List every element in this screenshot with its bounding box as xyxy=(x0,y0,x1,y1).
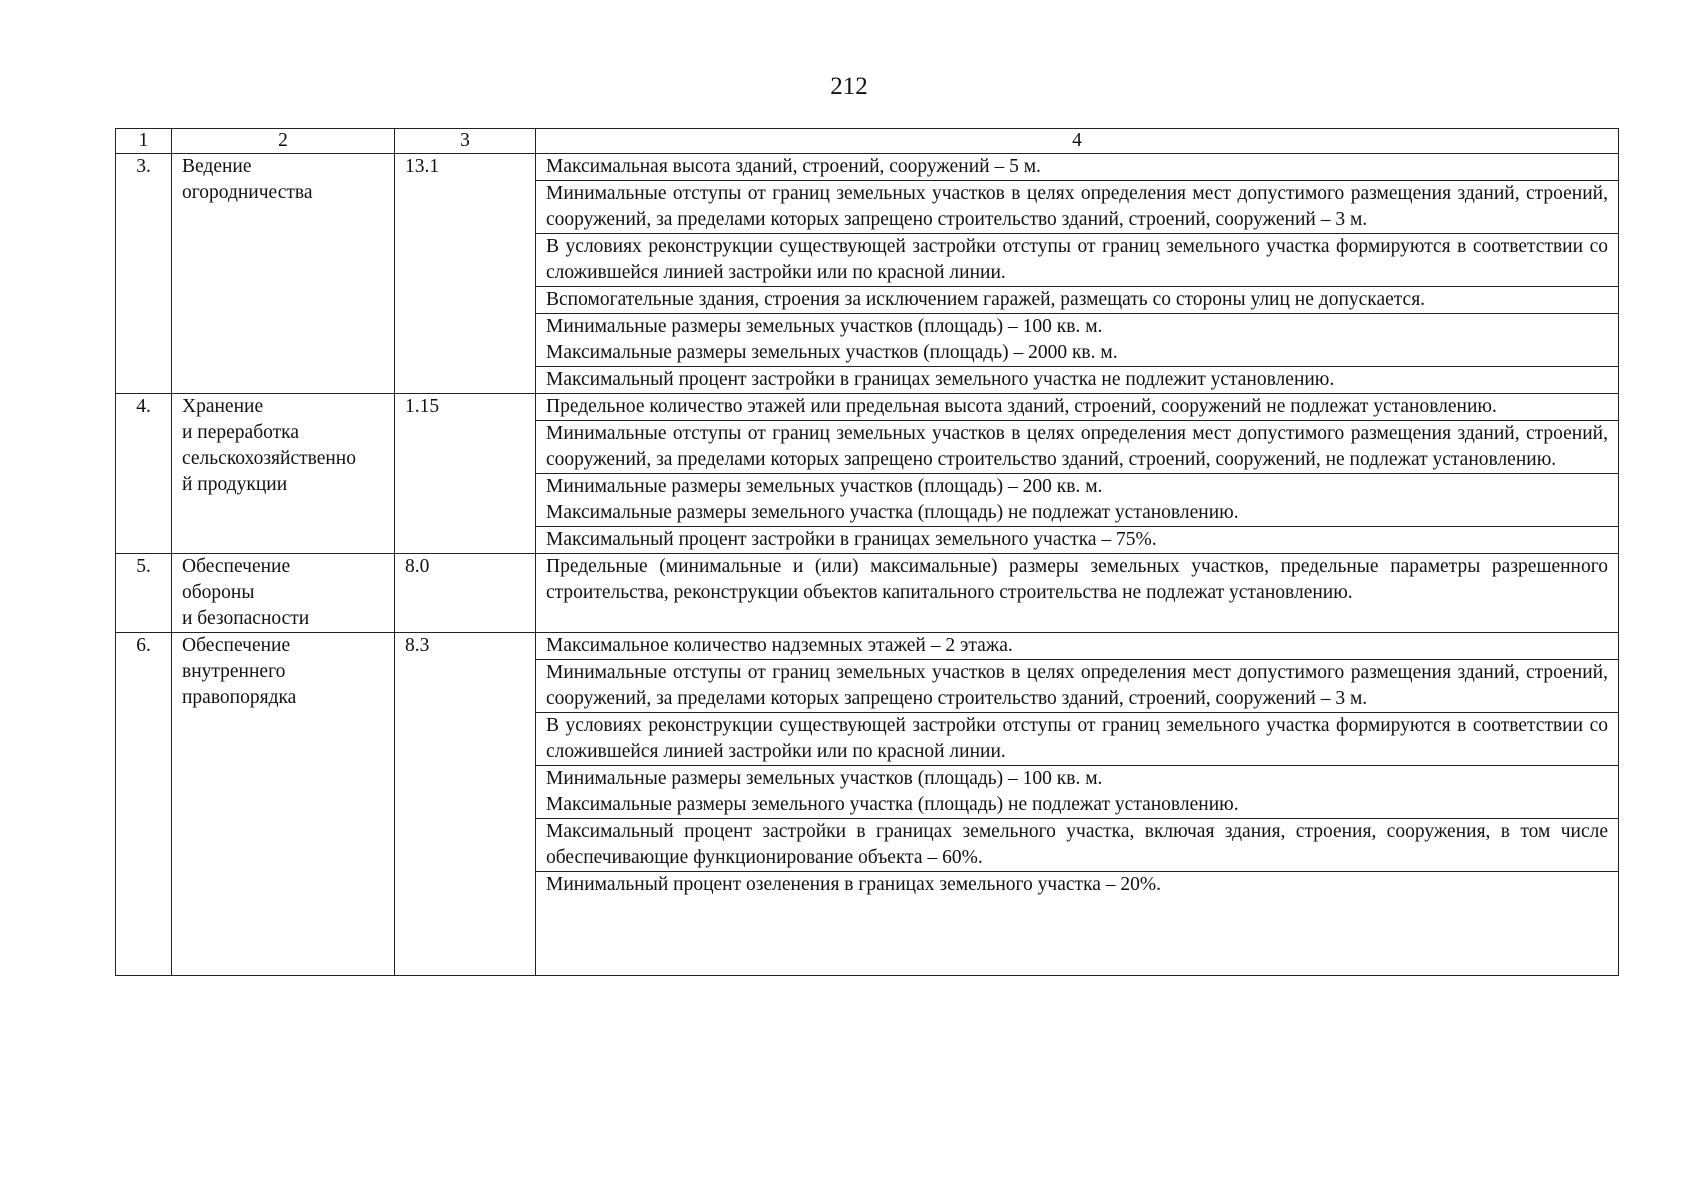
parameter-cell: Минимальные отступы от границ земельных участков в целях определения мест допустимого размещения зданий, строений, сооружений, за пределами которых запрещено строительство зданий, строений, сооружений – 3 м. xyxy=(536,181,1619,234)
row-number: 4. xyxy=(116,394,172,554)
table-row xyxy=(116,554,1619,633)
parameter-cell: Максимальный процент застройки в границах земельного участка, включая здания, строения, сооружения, в том числе обеспечивающие функционирование объекта – 60%. xyxy=(536,819,1619,872)
parameter-cell: Минимальные отступы от границ земельных участков в целях определения мест допустимого размещения зданий, строений, сооружений, за пределами которых запрещено строительство зданий, строений, сооружений – 3 м. xyxy=(536,660,1619,713)
header-cell-2: 2 xyxy=(172,129,395,154)
parameter-cell: Максимальная высота зданий, строений, сооружений – 5 м. xyxy=(536,154,1619,181)
header-cell-4: 4 xyxy=(536,129,1619,154)
parameter-cell: Максимальный процент застройки в границах земельного участка не подлежит установлению. xyxy=(536,367,1619,394)
parameter-cell: Предельные (минимальные и (или) максимальные) размеры земельных участков, предельные параметры разрешенного строительства, реконструкции объектов капитального строительства не подлежат установлению. xyxy=(536,554,1619,633)
parameter-line: Минимальные размеры земельных участков (площадь) – 100 кв. м. xyxy=(546,316,1103,337)
parameter-cell: Максимальное количество надземных этажей – 2 этажа. xyxy=(536,633,1619,660)
row-number: 6. xyxy=(116,633,172,976)
parameter-cell: В условиях реконструкции существующей застройки отступы от границ земельного участка формируются в соответствии со сложившейся линией застройки или по красной линии. xyxy=(536,234,1619,287)
parameter-cell: Вспомогательные здания, строения за исключением гаражей, размещать со стороны улиц не допускается. xyxy=(536,287,1619,314)
header-cell-1: 1 xyxy=(116,129,172,154)
land-use-code: 13.1 xyxy=(395,154,536,394)
regulations-table xyxy=(115,128,1619,976)
land-use-code: 1.15 xyxy=(395,394,536,554)
land-use-code: 8.3 xyxy=(395,633,536,976)
table-header-row xyxy=(116,129,1619,154)
row-number: 5. xyxy=(116,554,172,633)
land-use-type: Ведение огородничества xyxy=(172,154,395,394)
land-use-code: 8.0 xyxy=(395,554,536,633)
parameter-line: Минимальные размеры земельных участков (площадь) – 100 кв. м. xyxy=(546,768,1103,789)
header-cell-3: 3 xyxy=(395,129,536,154)
table-row xyxy=(116,633,1619,660)
parameter-cell: Минимальные отступы от границ земельных участков в целях определения мест допустимого размещения зданий, строений, сооружений, за пределами которых запрещено строительство зданий, строений, сооружений, не подлежат установлению. xyxy=(536,421,1619,474)
land-use-type: Хранение и переработка сельскохозяйственно й продукции xyxy=(172,394,395,554)
parameter-cell xyxy=(536,766,1619,819)
table-row xyxy=(116,394,1619,421)
parameter-cell: Максимальный процент застройки в границах земельного участка – 75%. xyxy=(536,527,1619,554)
parameter-line: Минимальные размеры земельных участков (площадь) – 200 кв. м. xyxy=(546,476,1103,497)
land-use-type: Обеспечение внутреннего правопорядка xyxy=(172,633,395,976)
parameter-line: Максимальные размеры земельных участков (площадь) – 2000 кв. м. xyxy=(546,342,1118,363)
parameter-cell: Предельное количество этажей или предельная высота зданий, строений, сооружений не подлежат установлению. xyxy=(536,394,1619,421)
row-number: 3. xyxy=(116,154,172,394)
table-row xyxy=(116,154,1619,181)
parameter-cell: Минимальный процент озеленения в границах земельного участка – 20%. xyxy=(536,872,1619,976)
land-use-type: Обеспечение обороны и безопасности xyxy=(172,554,395,633)
parameter-cell xyxy=(536,474,1619,527)
parameter-line: Максимальные размеры земельного участка (площадь) не подлежат установлению. xyxy=(546,794,1239,815)
page-number: 212 xyxy=(830,73,868,100)
table-body xyxy=(116,154,1619,976)
parameter-cell xyxy=(536,314,1619,367)
parameter-line: Максимальные размеры земельного участка (площадь) не подлежат установлению. xyxy=(546,502,1239,523)
parameter-cell: В условиях реконструкции существующей застройки отступы от границ земельного участка формируются в соответствии со сложившейся линией застройки или по красной линии. xyxy=(536,713,1619,766)
